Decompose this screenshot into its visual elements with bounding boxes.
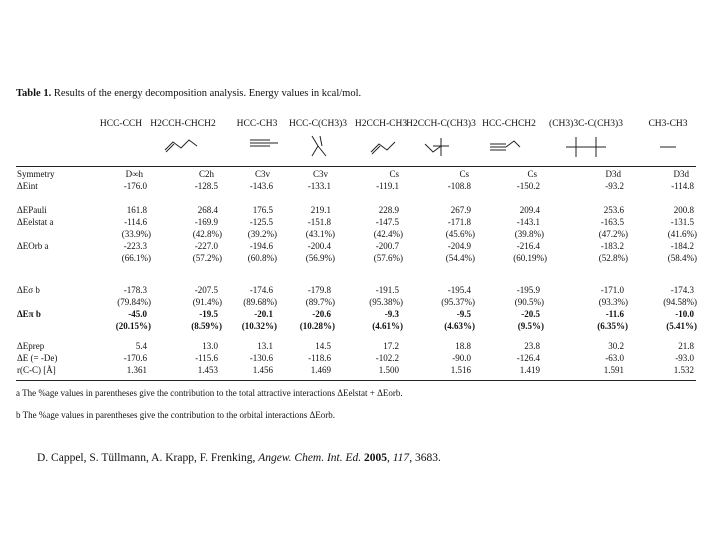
table-cell: (42.8%) [192, 229, 222, 239]
table-cell: (33.9%) [121, 229, 151, 239]
table-cell: -118.6 [308, 353, 331, 363]
table-cell: 1.500 [378, 365, 399, 375]
table-cell: (54.4%) [445, 253, 475, 263]
table-bottom-rule [16, 380, 696, 381]
table-cell: C2h [198, 169, 214, 179]
table-cell: (57.6%) [373, 253, 403, 263]
table-cell: Cs [389, 169, 399, 179]
table-cell: (57.2%) [192, 253, 222, 263]
molecule-name: HCC-CCH [99, 119, 143, 129]
table-cell: -9.5 [456, 309, 471, 319]
table-cell: -171.8 [447, 217, 471, 227]
table-cell: -169.9 [194, 217, 218, 227]
table-cell: (39.8%) [514, 229, 544, 239]
table-cell: (93.3%) [598, 297, 628, 307]
table-cell: -143.1 [516, 217, 540, 227]
table-cell: (56.9%) [305, 253, 335, 263]
table-cell: (20.15%) [115, 321, 151, 331]
footnote-b: b The %age values in parentheses give the contribution to the orbital interactions ΔEorb. [16, 410, 336, 420]
table-cell: -20.6 [312, 309, 331, 319]
table-cell: (66.1%) [121, 253, 151, 263]
table-cell: -194.6 [249, 241, 273, 251]
table-cell: 1.516 [450, 365, 471, 375]
table-cell: -179.8 [307, 285, 331, 295]
table-cell: -20.1 [254, 309, 273, 319]
table-row [0, 309, 720, 320]
table-cell: D∞h [125, 169, 143, 179]
table-cell: 1.419 [519, 365, 540, 375]
table-row [0, 229, 720, 240]
citation-year: 2005 [364, 452, 388, 464]
table-cell: 5.4 [135, 341, 147, 351]
structure-drawings [0, 132, 720, 170]
citation-authors: D. Cappel, S. Tüllmann, A. Krapp, F. Frenking, [37, 452, 259, 464]
table-cell: (4.61%) [372, 321, 403, 331]
table-row [0, 321, 720, 332]
table-cell: -126.4 [516, 353, 540, 363]
table-cell: C3v [254, 169, 270, 179]
table-cell: (90.5%) [514, 297, 544, 307]
row-label: r(C-C) [Å] [17, 365, 56, 375]
table-cell: -200.7 [375, 241, 399, 251]
table-cell: -130.6 [249, 353, 273, 363]
molecule-name: HCC-C(CH3)3 [288, 119, 348, 129]
table-cell: 13.1 [257, 341, 273, 351]
table-cell: -227.0 [194, 241, 218, 251]
table-cell: -200.4 [307, 241, 331, 251]
table-cell: 200.8 [673, 205, 694, 215]
row-label: Symmetry [17, 169, 55, 179]
table-cell: -178.3 [123, 285, 147, 295]
table-cell: (6.35%) [597, 321, 628, 331]
table-cell: (9.5%) [517, 321, 544, 331]
table-cell: -147.5 [375, 217, 399, 227]
table-cell: -115.6 [195, 353, 218, 363]
table-cell: (4.63%) [444, 321, 475, 331]
table-cell: -195.9 [516, 285, 540, 295]
table-cell: 18.8 [455, 341, 471, 351]
table-cell: -9.3 [384, 309, 399, 319]
row-label: ΔEPauli [17, 205, 47, 215]
table-cell: -11.6 [605, 309, 624, 319]
table-cell: -108.8 [447, 181, 471, 191]
molecule-name: H2CCH-CH3 [354, 119, 408, 129]
table-cell: -102.2 [375, 353, 399, 363]
table-label: Table 1. [16, 88, 52, 99]
table-cell: (8.59%) [191, 321, 222, 331]
table-cell: -184.2 [670, 241, 694, 251]
table-cell: (41.6%) [667, 229, 697, 239]
table-cell: -10.0 [675, 309, 694, 319]
table-cell: -114.6 [124, 217, 147, 227]
table-cell: C3v [312, 169, 328, 179]
table-cell: -150.2 [516, 181, 540, 191]
table-cell: Cs [459, 169, 469, 179]
table-row [0, 285, 720, 296]
table-cell: 1.469 [310, 365, 331, 375]
table-cell: -90.0 [452, 353, 471, 363]
table-cell: Cs [527, 169, 537, 179]
table-cell: -174.6 [249, 285, 273, 295]
table-row [0, 181, 720, 192]
propyne-structure [250, 140, 278, 146]
table-cell: -223.3 [123, 241, 147, 251]
table-cell: -114.8 [671, 181, 694, 191]
row-label: ΔE (= -De) [17, 353, 58, 363]
table-cell: (5.41%) [666, 321, 697, 331]
table-cell: 253.6 [603, 205, 624, 215]
table-cell: -191.5 [375, 285, 399, 295]
table-row [0, 205, 720, 216]
row-label: ΔEπ b [17, 309, 41, 319]
table-cell: -93.0 [675, 353, 694, 363]
table-cell: (89.68%) [243, 297, 277, 307]
citation: D. Cappel, S. Tüllmann, A. Krapp, F. Frenking, Angew. Chem. Int. Ed. 2005, 117, 3683. [37, 452, 441, 464]
table-cell: (91.4%) [192, 297, 222, 307]
table-cell: 1.453 [197, 365, 218, 375]
table-row [0, 297, 720, 308]
table-cell: (89.7%) [305, 297, 335, 307]
table-cell: -133.1 [307, 181, 331, 191]
table-cell: -128.5 [194, 181, 218, 191]
table-row [0, 217, 720, 228]
table-cell: 228.9 [378, 205, 399, 215]
table-cell: -174.3 [670, 285, 694, 295]
table-cell: (58.4%) [667, 253, 697, 263]
table-cell: -170.6 [123, 353, 147, 363]
table-cell: (60.8%) [247, 253, 277, 263]
table-cell: -19.5 [199, 309, 218, 319]
table-cell: D3d [605, 169, 621, 179]
vinylacetylene-structure [490, 141, 520, 150]
table-cell: 23.8 [524, 341, 540, 351]
row-label: ΔEσ b [17, 285, 40, 295]
table-cell: -163.5 [600, 217, 624, 227]
table-cell: (95.38%) [369, 297, 403, 307]
table-cell: 13.0 [202, 341, 218, 351]
table-cell: -125.5 [249, 217, 273, 227]
table-cell: -93.2 [605, 181, 624, 191]
molecule-name: HCC-CHCH2 [482, 119, 536, 129]
table-cell: (60.19%) [513, 253, 547, 263]
table-cell: -151.8 [307, 217, 331, 227]
table-cell: -171.0 [600, 285, 624, 295]
table-row [0, 253, 720, 264]
table-cell: -20.5 [521, 309, 540, 319]
molecule-name: H2CCH-C(CH3)3 [406, 119, 476, 129]
table-cell: -45.0 [128, 309, 147, 319]
table-cell: -176.0 [123, 181, 147, 191]
citation-volume: 117 [392, 452, 410, 464]
table-cell: -183.2 [600, 241, 624, 251]
citation-pages: , 3683. [409, 452, 441, 464]
table-cell: -195.4 [447, 285, 471, 295]
table-cell: 17.2 [383, 341, 399, 351]
table-row [0, 341, 720, 352]
table-cell: 176.5 [252, 205, 273, 215]
table-row [0, 365, 720, 376]
table-cell: 30.2 [608, 341, 624, 351]
table-cell: (52.8%) [598, 253, 628, 263]
row-label: ΔEint [17, 181, 38, 191]
table-cell: -131.5 [670, 217, 694, 227]
tert-butylacetylene-structure [312, 136, 326, 156]
dimethylbutene-structure [425, 138, 449, 156]
table-cell: 161.8 [126, 205, 147, 215]
molecule-name: HCC-CH3 [236, 119, 278, 129]
molecule-name: (CH3)3C-C(CH3)3 [549, 119, 623, 129]
table-row [0, 353, 720, 364]
molecule-name: H2CCH-CHCH2 [150, 119, 216, 129]
table-row [0, 169, 720, 180]
table-cell: 1.532 [673, 365, 694, 375]
table-row [0, 241, 720, 252]
table-cell: -207.5 [194, 285, 218, 295]
table-cell: 1.361 [126, 365, 147, 375]
table-cell: (10.32%) [241, 321, 277, 331]
hexamethylethane-structure [566, 137, 606, 157]
table-cell: 267.9 [450, 205, 471, 215]
table-cell: (95.37%) [441, 297, 475, 307]
table-cell: -119.1 [376, 181, 399, 191]
table-cell: -216.4 [516, 241, 540, 251]
table-cell: (45.6%) [445, 229, 475, 239]
row-label: ΔEprep [17, 341, 45, 351]
table-caption-text: Results of the energy decomposition analysis. Energy values in kcal/mol. [51, 88, 362, 99]
table-cell: (10.28%) [299, 321, 335, 331]
row-label: ΔEelstat a [17, 217, 54, 227]
row-label: ΔEOrb a [17, 241, 49, 251]
table-cell: 209.4 [519, 205, 540, 215]
propene-structure [371, 142, 395, 152]
table-cell: (94.58%) [663, 297, 697, 307]
table-cell: (42.4%) [373, 229, 403, 239]
table-cell: D3d [673, 169, 689, 179]
table-caption [16, 88, 361, 99]
table-cell: 14.5 [315, 341, 331, 351]
table-top-rule [16, 166, 696, 167]
table-cell: 1.456 [252, 365, 273, 375]
table-cell: 1.591 [603, 365, 624, 375]
table-cell: (39.2%) [247, 229, 277, 239]
table-cell: 21.8 [678, 341, 694, 351]
citation-journal: Angew. Chem. Int. Ed. [258, 452, 362, 464]
table-cell: 268.4 [197, 205, 218, 215]
table-cell: -63.0 [605, 353, 624, 363]
table-cell: (79.84%) [117, 297, 151, 307]
table-cell: 219.1 [310, 205, 331, 215]
table-cell: -204.9 [447, 241, 471, 251]
table-cell: (47.2%) [598, 229, 628, 239]
table-cell: -143.6 [249, 181, 273, 191]
footnote-a: a The %age values in parentheses give the contribution to the total attractive interactions ΔEelstat + ΔEorb. [16, 388, 403, 398]
table-cell: (43.1%) [305, 229, 335, 239]
molecule-name: CH3-CH3 [648, 119, 688, 129]
